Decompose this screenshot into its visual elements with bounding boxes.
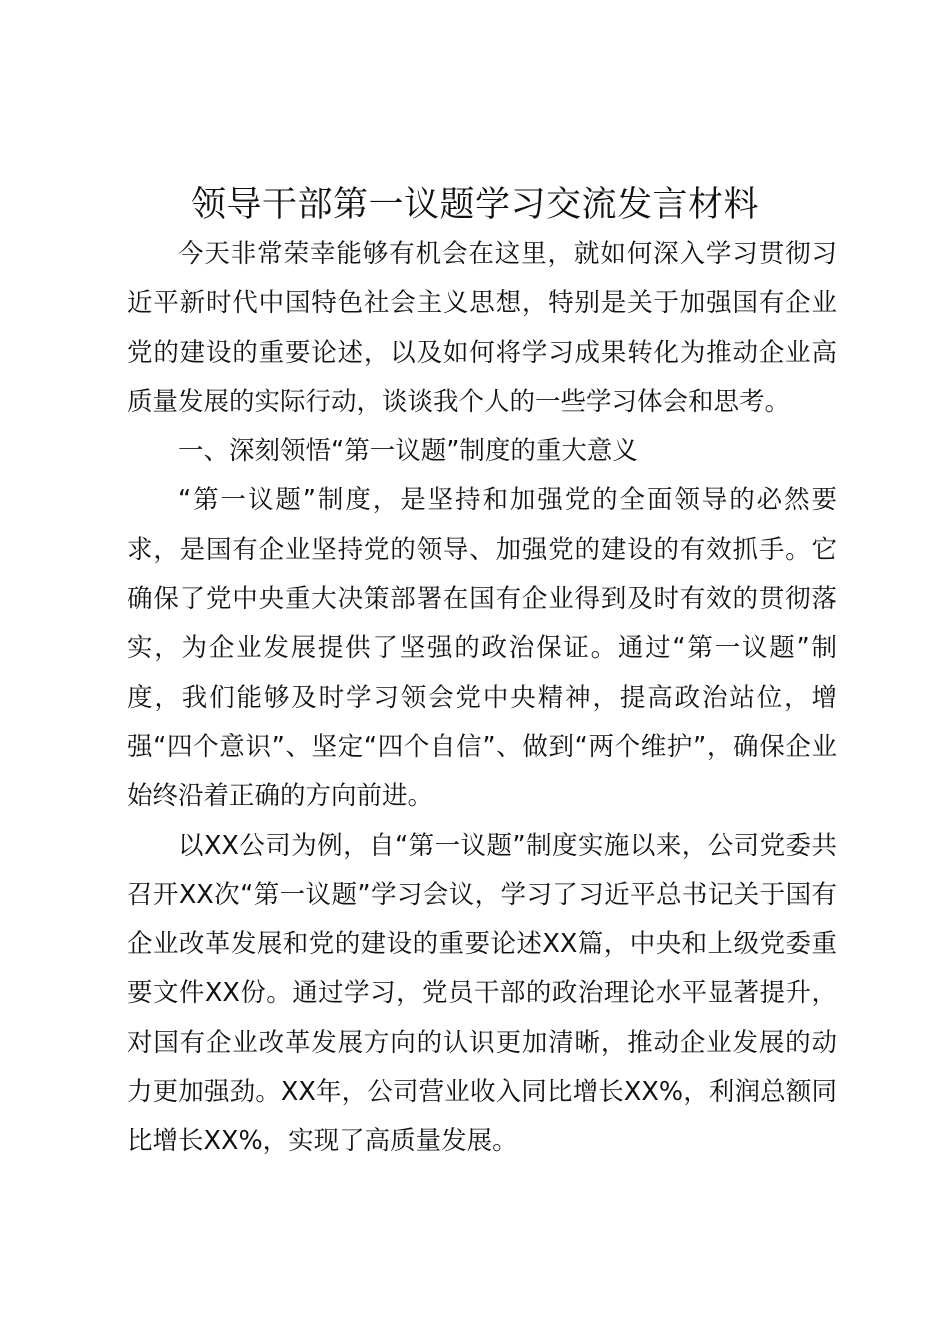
example-paragraph: 以XX公司为例，自“第一议题”制度实施以来，公司党委共召开XX次“第一议题”学习会议，学习了习近平总书记关于国有企业改革发展和党的建设的重要论述XX篇，中央和上级党委重要文件XX份。通过学习，党员干部的政治理论水平显著提升，对国有企业改革发展方向的认识更加清晰，推动企业发展的动力更加强劲。XX年，公司营业收入同比增长XX%，利润总额同比增长XX%，实现了高质量发展。: [127, 830, 837, 1157]
document-body: [127, 230, 837, 1167]
intro-paragraph: 今天非常荣幸能够有机会在这里，就如何深入学习贯彻习近平新时代中国特色社会主义思想，特别是关于加强国有企业党的建设的重要论述，以及如何将学习成果转化为推动企业高质量发展的实际行动，谈谈我个人的一些学习体会和思考。: [127, 239, 837, 417]
document-title: 领导干部第一议题学习交流发言材料: [190, 185, 759, 225]
section-heading: 一、深刻领悟“第一议题”制度的重大意义: [178, 436, 638, 467]
body-paragraph: “第一议题”制度，是坚持和加强党的全面领导的必然要求，是国有企业坚持党的领导、加强党的建设的有效抓手。它确保了党中央重大决策部署在国有企业得到及时有效的贯彻落实，为企业发展提供了坚强的政治保证。通过“第一议题”制度，我们能够及时学习领会党中央精神，提高政治站位，增强“四个意识”、坚定“四个自信”、做到“两个维护”，确保企业始终沿着正确的方向前进。: [127, 485, 837, 812]
